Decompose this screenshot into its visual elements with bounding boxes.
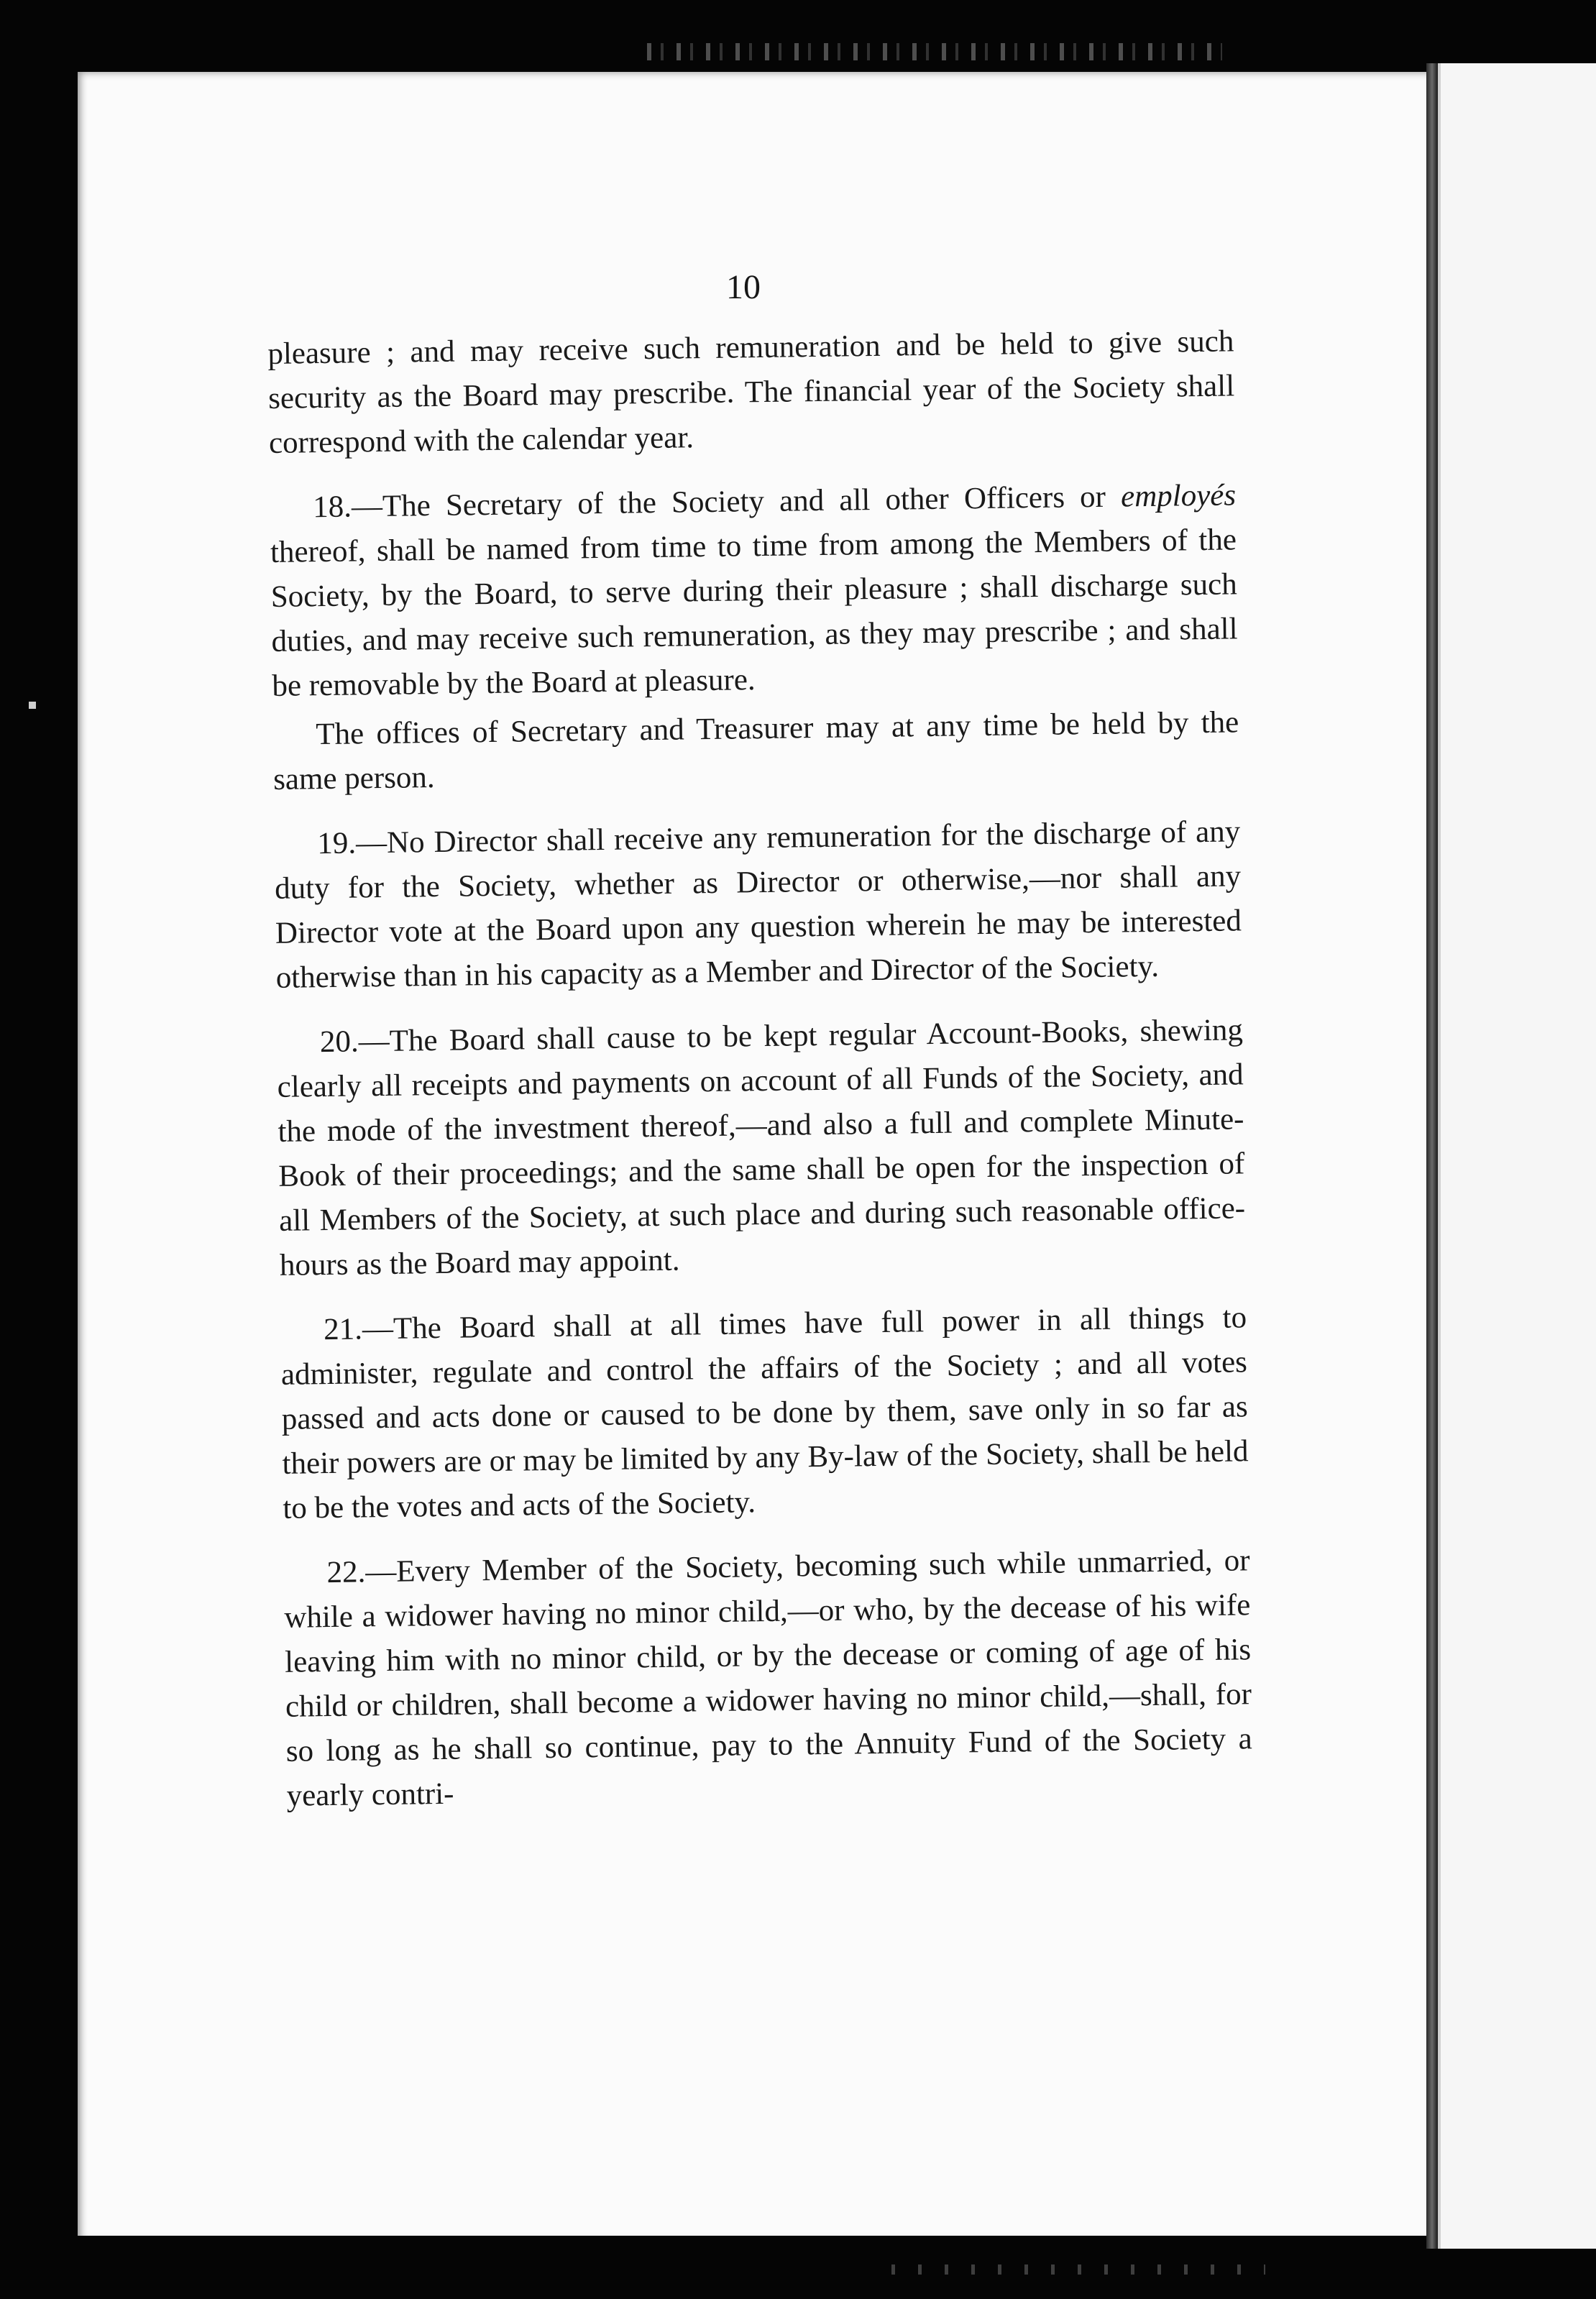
paragraph-20: 20.—The Board shall cause to be kept regular Account-Books, shewing clearly all receipts and payments on account of all Funds of the Society, and the mode of the investment thereof,—and also a full and complete Minute-Book of their proceedings; and the same shall be open for the inspection of all Members of the Society, at such place and during such reasonable office-hours as the Board may appoint. xyxy=(277,1013,1246,1282)
scan-noise-bottom xyxy=(891,2264,1265,2275)
page-number: 10 xyxy=(726,268,761,306)
paragraph-19: 19.—No Director shall receive any remuneration for the discharge of any duty for the Society, whether as Director or otherwise,—nor shall any Director vote at the Board upon any question wherein he may be interested otherwise than in his capacity as a Member and Director of the Society. xyxy=(274,814,1242,995)
paragraph-18-rest: thereof, shall be named from time to time from among the Members of the Society, by the Board, to serve during their pleasure ; shall discharge such duties, and may receive such remuneration, as they may prescribe ; and shall be removable by the Board at pleasure. xyxy=(270,523,1238,703)
paragraph-18-lead: 18.—The Secretary of the Society and all other Officers or xyxy=(312,479,1122,525)
paragraph-18-italic-word: employés xyxy=(1120,478,1237,514)
adjacent-page-edge xyxy=(1438,63,1596,2249)
body-text xyxy=(267,319,1253,1818)
paragraph-18 xyxy=(270,473,1239,709)
scan-noise-top xyxy=(647,43,1222,60)
scan-mark-left xyxy=(29,702,36,709)
paragraph-22: 22.—Every Member of the Society, becoming such while unmarried, or while a widower having no minor child,—or who, by the decease of his wife leaving him with no minor child, or by the decease or coming of age of his child or children, shall become a widower having no minor child,—shall, for so long as he shall so continue, pay to the Annuity Fund of the Society a yearly contri- xyxy=(284,1543,1253,1813)
paragraph-21: 21.—The Board shall at all times have full power in all things to administer, regulate and control the affairs of the Society ; and all votes passed and acts done or caused to be done by them, save only in so far as their powers are or may be limited by any By-law of the Society, shall be held to be the votes and acts of the Society. xyxy=(280,1300,1249,1525)
paragraph-17-continuation: pleasure ; and may receive such remuneration and be held to give such security as the Board may prescribe. The financial year of the Society shall correspond with the calendar year. xyxy=(267,324,1235,460)
paragraph-18-secretary-treasurer: The offices of Secretary and Treasurer may at any time be held by the same person. xyxy=(272,705,1239,797)
book-gutter xyxy=(1426,63,1438,2249)
